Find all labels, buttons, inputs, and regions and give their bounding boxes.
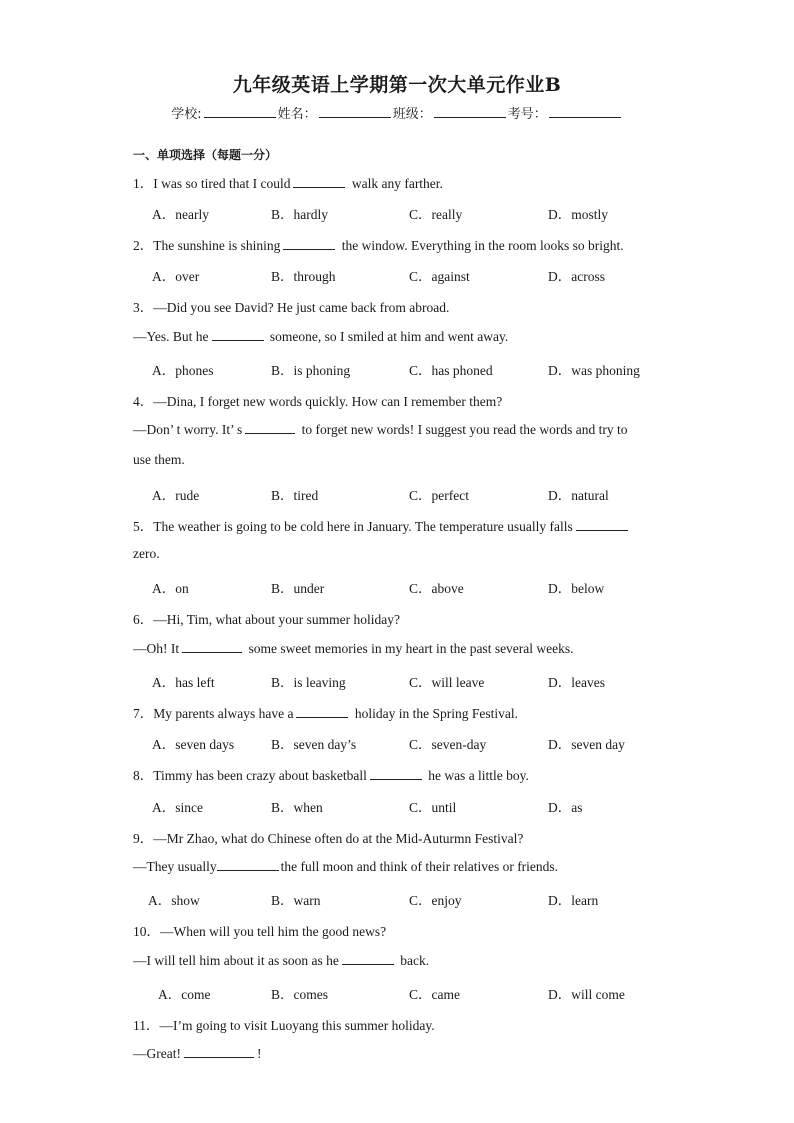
option-d[interactable]: D．learn [548, 893, 599, 908]
stem-text: 11．—I’m going to visit Luoyang this summer holiday. [133, 1018, 435, 1033]
question-9-stem [133, 827, 523, 847]
option-a[interactable]: A．nearly [152, 207, 209, 222]
stem-text: zero. [133, 546, 160, 561]
option-a[interactable]: A．phones [152, 363, 214, 378]
option-a[interactable]: A．seven days [152, 737, 235, 752]
question-6-stem-2 [133, 640, 574, 657]
exam-no-blank[interactable] [549, 105, 621, 118]
option-d[interactable]: D．seven day [548, 737, 625, 752]
question-8-options [152, 796, 672, 814]
option-c[interactable]: C．has phoned [409, 363, 493, 378]
option-d[interactable]: D．natural [548, 488, 609, 503]
stem-text: some sweet memories in my heart in the past several weeks. [245, 641, 574, 656]
option-d[interactable]: D．leaves [548, 675, 605, 690]
option-b[interactable]: B．is phoning [271, 363, 351, 378]
question-3-options [152, 359, 672, 377]
stem-text: 3．—Did you see David? He just came back from abroad. [133, 300, 450, 315]
stem-text: 1．I was so tired that I could [133, 176, 291, 191]
question-10-options [152, 983, 672, 1001]
stem-text: holiday in the Spring Festival. [351, 706, 518, 721]
stem-text: 7．My parents always have a [133, 706, 294, 721]
option-c[interactable]: C．until [409, 800, 457, 815]
answer-blank[interactable] [342, 952, 394, 965]
option-a[interactable]: A．since [152, 800, 203, 815]
stem-text: back. [396, 953, 430, 968]
option-c[interactable]: C．seven-day [409, 737, 487, 752]
question-1-options [152, 203, 672, 221]
option-a[interactable]: A．on [152, 581, 189, 596]
stem-text: 9．—Mr Zhao, what do Chinese often do at the Mid-Auturmn Festival? [133, 831, 524, 846]
option-d[interactable]: D．as [548, 800, 583, 815]
option-a[interactable]: A．come [158, 987, 211, 1002]
option-a[interactable]: A．has left [152, 675, 215, 690]
answer-blank[interactable] [184, 1045, 254, 1058]
answer-blank[interactable] [217, 858, 279, 871]
question-7-options [152, 733, 672, 751]
section-title: 一、单项选择（每题一分） [133, 148, 278, 162]
question-10-stem [133, 920, 386, 940]
option-d[interactable]: D．mostly [548, 207, 609, 222]
question-11-stem-2 [133, 1045, 261, 1062]
question-10-stem-2 [133, 952, 429, 969]
school-label: 学校: [171, 107, 202, 122]
option-c[interactable]: C．will leave [409, 675, 485, 690]
option-c[interactable]: C．came [409, 987, 460, 1002]
answer-blank[interactable] [182, 640, 242, 653]
question-7-stem [133, 702, 518, 722]
option-b[interactable]: B．through [271, 269, 336, 284]
option-a[interactable]: A．over [152, 269, 200, 284]
option-c[interactable]: C．perfect [409, 488, 469, 503]
question-5-stem [133, 515, 631, 535]
question-2-options [152, 265, 672, 283]
stem-text: —Don’ t worry. It’ s [133, 422, 243, 437]
exam-no-label: 考号： [507, 107, 547, 122]
answer-blank[interactable] [293, 175, 345, 188]
stem-text: 8．Timmy has been crazy about basketball [133, 768, 367, 783]
question-4-options [152, 484, 672, 502]
option-b[interactable]: B．hardly [271, 207, 328, 222]
question-6-options [152, 671, 672, 689]
question-4-stem-2 [133, 421, 628, 438]
class-label: 班级： [392, 107, 432, 122]
stem-text: 6．—Hi, Tim, what about your summer holiday? [133, 612, 400, 627]
option-c[interactable]: C．above [409, 581, 464, 596]
question-9-stem-2 [133, 858, 558, 875]
answer-blank[interactable] [283, 237, 335, 250]
answer-blank[interactable] [576, 518, 628, 531]
stem-text: 2．The sunshine is shining [133, 238, 281, 253]
option-d[interactable]: D．across [548, 269, 605, 284]
stem-text: 4．—Dina, I forget new words quickly. How can I remember them? [133, 394, 503, 409]
page-title: 九年级英语上学期第一次大单元作业B [232, 74, 562, 96]
question-6-stem [133, 608, 400, 628]
option-a[interactable]: A．show [148, 893, 200, 908]
stem-text: to forget new words! I suggest you read the words and try to [298, 422, 628, 437]
stem-text: use them. [133, 452, 185, 467]
question-3-stem [133, 296, 449, 316]
school-blank[interactable] [204, 105, 276, 118]
answer-blank[interactable] [296, 705, 348, 718]
name-label: 姓名： [277, 107, 317, 122]
stem-text: 5．The weather is going to be cold here in January. The temperature usually falls [133, 519, 573, 534]
answer-blank[interactable] [370, 767, 422, 780]
stem-text: —I will tell him about it as soon as he [133, 953, 339, 968]
student-info-row [0, 103, 794, 122]
class-blank[interactable] [434, 105, 506, 118]
option-c[interactable]: C．enjoy [409, 893, 462, 908]
answer-blank[interactable] [245, 421, 295, 434]
question-3-stem-2 [133, 328, 508, 345]
stem-text: walk any farther. [348, 176, 443, 191]
option-d[interactable]: D．will come [548, 987, 625, 1002]
option-b[interactable]: B．warn [271, 893, 321, 908]
stem-text: —They usually [133, 859, 217, 874]
stem-text: the full moon and think of their relatives or friends. [280, 859, 559, 874]
question-8-stem [133, 764, 529, 784]
stem-text: he was a little boy. [424, 768, 529, 783]
question-4-stem-3 [133, 452, 185, 468]
option-b[interactable]: B．when [271, 800, 323, 815]
stem-text: —Great! [133, 1046, 181, 1061]
option-b[interactable]: B．under [271, 581, 325, 596]
question-9-options [148, 889, 672, 908]
name-blank[interactable] [319, 105, 391, 118]
option-a[interactable]: A．rude [152, 488, 200, 503]
question-1-stem [133, 172, 443, 192]
option-d[interactable]: D．was phoning [548, 363, 640, 378]
option-b[interactable]: B．is leaving [271, 675, 346, 690]
stem-text: 10．—When will you tell him the good news? [133, 924, 387, 939]
question-2-stem [133, 234, 624, 254]
stem-text: —Yes. But he [133, 329, 209, 344]
stem-text: the window. Everything in the room looks so bright. [338, 238, 624, 253]
option-c[interactable]: C．really [409, 207, 463, 222]
answer-blank[interactable] [212, 328, 264, 341]
option-b[interactable]: B．tired [271, 488, 319, 503]
option-b[interactable]: B．comes [271, 987, 328, 1002]
question-11-stem [133, 1014, 435, 1034]
stem-text: —Oh! It [133, 641, 180, 656]
option-c[interactable]: C．against [409, 269, 470, 284]
question-5-stem-2 [133, 546, 160, 562]
question-4-stem [133, 390, 502, 410]
stem-text: ! [256, 1046, 262, 1061]
option-d[interactable]: D．below [548, 581, 605, 596]
stem-text: someone, so I smiled at him and went away. [266, 329, 509, 344]
option-b[interactable]: B．seven day’s [271, 737, 357, 752]
question-5-options [152, 577, 672, 595]
